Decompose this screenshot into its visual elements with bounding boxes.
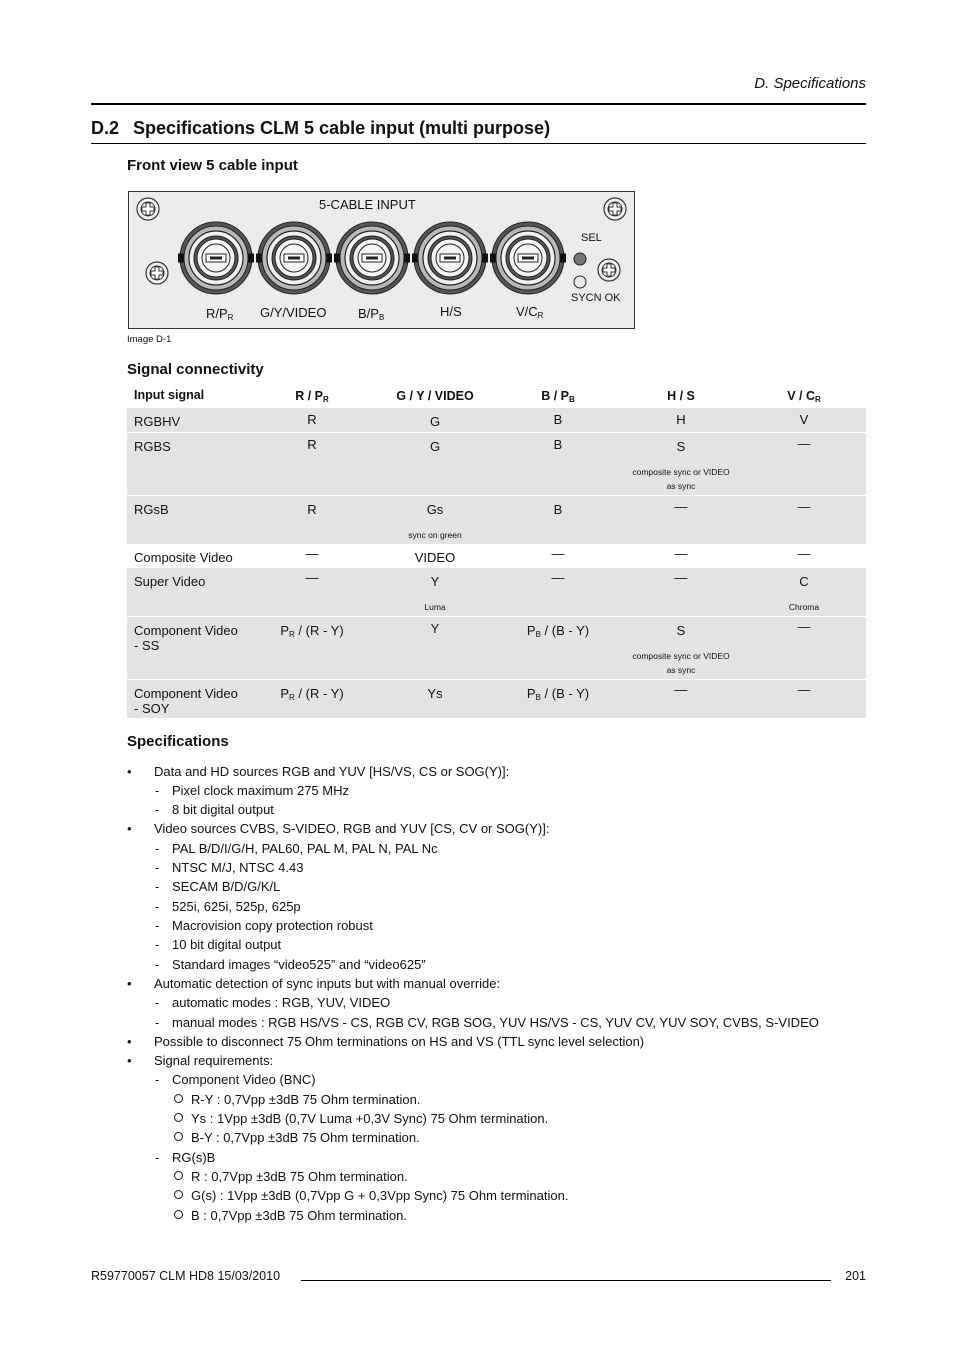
cell: — [674, 499, 688, 514]
cell: B [553, 412, 563, 427]
input-cell: Composite Video [134, 550, 233, 565]
column-header: H / S [667, 389, 695, 403]
table-row [127, 408, 866, 432]
table-row [127, 544, 866, 568]
bnc-connector-icon [256, 222, 332, 294]
section-title [91, 118, 550, 139]
cell: — [797, 546, 811, 561]
dash-icon: - [155, 879, 160, 894]
list-item: Macrovision copy protection robust [172, 918, 373, 933]
cell: B [553, 502, 563, 517]
section-title-text: Specifications CLM 5 cable input (multi purpose) [133, 118, 551, 138]
bnc-connector-icon [178, 222, 254, 294]
column-header: R / $P_R$ [295, 389, 329, 404]
cell: — [551, 546, 565, 561]
cell-note: Luma [424, 602, 446, 612]
cell: G [429, 439, 441, 454]
list-item: 525i, 625i, 525p, 625p [172, 899, 301, 914]
cell: Y [430, 574, 440, 589]
circle-bullet-icon [174, 1190, 183, 1199]
column-header: V / $C_R$ [787, 389, 821, 404]
circle-bullet-icon [174, 1113, 183, 1122]
cell-note: Chroma [788, 602, 820, 612]
cell: S [676, 623, 686, 638]
cell: — [305, 570, 319, 585]
cell-note: sync on green [408, 530, 462, 540]
cell: S [676, 439, 686, 454]
list-item: NTSC M/J, NTSC 4.43 [172, 860, 304, 875]
dash-icon: - [155, 899, 160, 914]
dash-icon: - [155, 802, 160, 817]
footer-rule [301, 1280, 831, 1281]
circle-bullet-icon [174, 1210, 183, 1219]
screw-icon [137, 198, 159, 220]
sel-label: SEL [581, 232, 602, 244]
table-row [127, 568, 866, 616]
bullet-icon: • [127, 764, 132, 779]
list-item: 8 bit digital output [172, 802, 274, 817]
specifications-heading: Specifications [127, 733, 229, 750]
cell: — [674, 570, 688, 585]
cell: H [676, 412, 686, 427]
input-cell: RGsB [134, 502, 169, 517]
table-row [127, 432, 866, 495]
cell: Ys [427, 686, 443, 701]
list-item: Signal requirements: [154, 1053, 274, 1068]
cell: $P_R / (R - Y)$ [280, 686, 344, 702]
screw-icon [604, 198, 626, 220]
cell: — [674, 546, 688, 561]
cell: — [797, 682, 811, 697]
signal-table [127, 385, 866, 718]
connector-label: $B/P_B$ [358, 306, 385, 322]
bnc-connector-icon [490, 222, 566, 294]
bnc-connector-icon [334, 222, 410, 294]
cell: R [307, 437, 317, 452]
dash-icon: - [155, 957, 160, 972]
input-cell: RGBS [134, 439, 171, 454]
list-item: R-Y : 0,7Vpp ±3dB 75 Ohm termination. [191, 1092, 421, 1107]
cell: — [305, 546, 319, 561]
list-item: 10 bit digital output [172, 937, 282, 952]
table-row [127, 616, 866, 679]
screw-icon [598, 259, 620, 281]
cell-note: composite sync or VIDEO [632, 467, 730, 477]
list-item: G(s) : 1Vpp ±3dB (0,7Vpp G + 0,3Vpp Sync) 75 Ohm termination. [191, 1188, 569, 1203]
cell: VIDEO [414, 550, 456, 565]
dash-icon: - [155, 1015, 160, 1030]
cell: B [553, 437, 563, 452]
bullet-icon: • [127, 1034, 132, 1049]
list-item: manual modes : RGB HS/VS - CS, RGB CV, RGB SOG, YUV HS/VS - CS, YUV CV, YUV SOY, CVBS, S-VIDEO [172, 1015, 819, 1030]
cell: C [799, 574, 809, 589]
dash-icon: - [155, 841, 160, 856]
cell: $P_B / (B - Y)$ [526, 623, 590, 639]
cell: — [797, 619, 811, 634]
image-caption: Image D-1 [127, 334, 172, 345]
list-item: B : 0,7Vpp ±3dB 75 Ohm termination. [191, 1208, 407, 1223]
circle-bullet-icon [174, 1094, 183, 1103]
dash-icon: - [155, 1150, 160, 1165]
input-cell: Component Video - SOY [134, 686, 238, 716]
dash-icon: - [155, 860, 160, 875]
list-item: automatic modes : RGB, YUV, VIDEO [172, 995, 391, 1010]
header-rule [91, 103, 866, 105]
list-item: Data and HD sources RGB and YUV [HS/VS, CS or SOG(Y)]: [154, 764, 510, 779]
table-row [127, 495, 866, 544]
column-header: B / $P_B$ [541, 389, 575, 404]
cell: V [799, 412, 809, 427]
cell: — [674, 682, 688, 697]
bnc-connector-icon [412, 222, 488, 294]
bullet-icon: • [127, 821, 132, 836]
dash-icon: - [155, 995, 160, 1010]
list-item: Possible to disconnect 75 Ohm terminations on HS and VS (TTL sync level selection) [154, 1034, 645, 1049]
bullet-icon: • [127, 976, 132, 991]
section-rule [91, 143, 866, 144]
cell: R [307, 412, 317, 427]
cell: $P_R / (R - Y)$ [280, 623, 344, 639]
cell: — [551, 570, 565, 585]
sel-led-icon [574, 253, 586, 265]
cell: $P_B / (B - Y)$ [526, 686, 590, 702]
cell: R [307, 502, 317, 517]
front-view-heading: Front view 5 cable input [127, 157, 298, 174]
table-header-row [127, 385, 866, 408]
list-item: Ys : 1Vpp ±3dB (0,7V Luma +0,3V Sync) 75 Ohm termination. [191, 1111, 549, 1126]
input-cell: Component Video - SS [134, 623, 238, 653]
list-item: Component Video (BNC) [172, 1072, 316, 1087]
input-cell: RGBHV [134, 414, 181, 429]
cell-note: as sync [666, 665, 696, 675]
circle-bullet-icon [174, 1132, 183, 1141]
list-item: Video sources CVBS, S-VIDEO, RGB and YUV [CS, CV or SOG(Y)]: [154, 821, 550, 836]
connectivity-heading: Signal connectivity [127, 361, 264, 378]
list-item: Standard images “video525” and “video625” [172, 957, 426, 972]
list-item: B-Y : 0,7Vpp ±3dB 75 Ohm termination. [191, 1130, 420, 1145]
connector-label: H/S [440, 304, 462, 319]
connector-panel [128, 191, 635, 329]
cell: Gs [426, 502, 444, 517]
page-number: 201 [845, 1269, 866, 1283]
cell: — [797, 499, 811, 514]
list-item: R : 0,7Vpp ±3dB 75 Ohm termination. [191, 1169, 408, 1184]
sync-led-icon [574, 276, 586, 288]
dash-icon: - [155, 937, 160, 952]
list-item: Automatic detection of sync inputs but with manual override: [154, 976, 501, 991]
connector-label: G/Y/VIDEO [260, 305, 327, 320]
bullet-icon: • [127, 1053, 132, 1068]
cell: G [429, 414, 441, 429]
section-number: D.2 [91, 118, 120, 138]
cell-note: as sync [666, 481, 696, 491]
connector-label: $R/P_R$ [206, 306, 234, 322]
column-header: G / Y / VIDEO [396, 389, 474, 403]
footer-doc-info: R59770057 CLM HD8 15/03/2010 [91, 1269, 281, 1283]
cell-note: composite sync or VIDEO [632, 651, 730, 661]
cell: — [797, 436, 811, 451]
dash-icon: - [155, 918, 160, 933]
cell: Y [430, 621, 440, 636]
panel-title: 5-CABLE INPUT [319, 197, 416, 212]
screw-icon [146, 262, 168, 284]
circle-bullet-icon [174, 1171, 183, 1180]
list-item: PAL B/D/I/G/H, PAL60, PAL M, PAL N, PAL Nc [172, 841, 438, 856]
input-cell: Super Video [134, 574, 206, 589]
list-item: RG(s)B [172, 1150, 216, 1165]
dash-icon: - [155, 1072, 160, 1087]
table-row [127, 679, 866, 718]
chapter-header: D. Specifications [754, 75, 866, 92]
sync-label: SYCN OK [571, 292, 621, 304]
connector-label: $V/C_R$ [516, 304, 544, 320]
list-item: SECAM B/D/G/K/L [172, 879, 281, 894]
column-header: Input signal [134, 388, 205, 402]
dash-icon: - [155, 783, 160, 798]
list-item: Pixel clock maximum 275 MHz [172, 783, 349, 798]
